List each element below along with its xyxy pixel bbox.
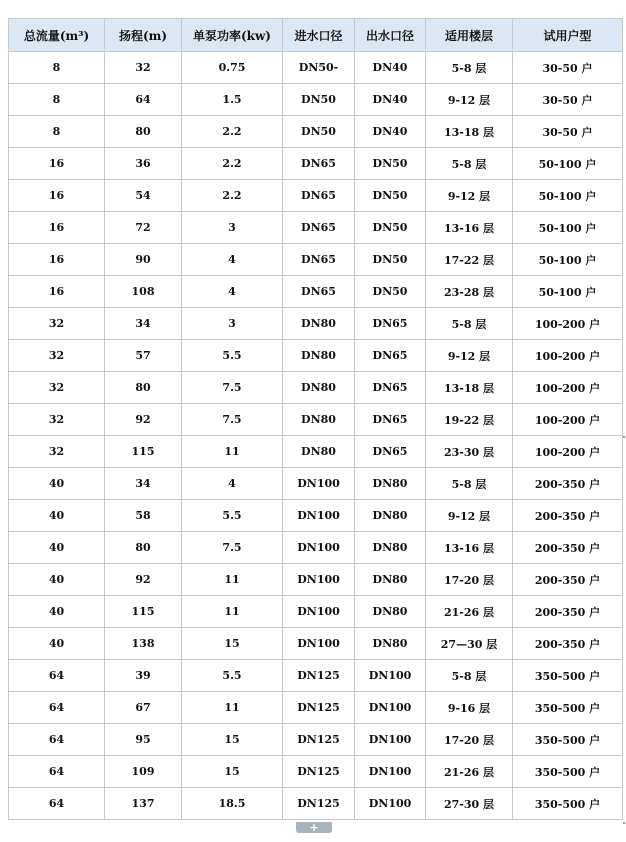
cell-pump-power: 11 [182,436,283,468]
cell-household-type: 30-50 户 [513,84,623,116]
cell-outlet-diameter: DN80 [355,596,426,628]
cell-head: 92 [105,404,182,436]
cell-applicable-floors: 5-8 层 [426,52,513,84]
cell-inlet-diameter: DN50 [283,84,355,116]
cell-inlet-diameter: DN100 [283,500,355,532]
pump-spec-table [8,18,623,820]
cell-inlet-diameter: DN125 [283,756,355,788]
cell-applicable-floors: 13-18 层 [426,372,513,404]
cell-applicable-floors: 9-12 层 [426,84,513,116]
table-row [9,276,623,308]
cell-household-type: 200-350 户 [513,564,623,596]
table-row [9,436,623,468]
cell-head: 36 [105,148,182,180]
cell-household-type: 50-100 户 [513,244,623,276]
table-row [9,180,623,212]
cell-household-type: 200-350 户 [513,532,623,564]
cell-total-flow: 64 [9,756,105,788]
cell-applicable-floors: 9-16 层 [426,692,513,724]
cell-total-flow: 32 [9,404,105,436]
cell-inlet-diameter: DN65 [283,148,355,180]
cell-outlet-diameter: DN40 [355,84,426,116]
cell-household-type: 100-200 户 [513,436,623,468]
cell-total-flow: 8 [9,84,105,116]
table-row [9,468,623,500]
cell-inlet-diameter: DN80 [283,436,355,468]
cell-inlet-diameter: DN50 [283,116,355,148]
cell-outlet-diameter: DN80 [355,468,426,500]
cell-inlet-diameter: DN125 [283,692,355,724]
cell-total-flow: 8 [9,52,105,84]
cell-inlet-diameter: DN50- [283,52,355,84]
cell-inlet-diameter: DN100 [283,532,355,564]
cell-inlet-diameter: DN125 [283,724,355,756]
cell-pump-power: 15 [182,628,283,660]
cell-pump-power: 11 [182,596,283,628]
cell-inlet-diameter: DN100 [283,628,355,660]
cell-outlet-diameter: DN100 [355,660,426,692]
cell-pump-power: 7.5 [182,532,283,564]
cell-inlet-diameter: DN65 [283,212,355,244]
cell-head: 109 [105,756,182,788]
cell-outlet-diameter: DN65 [355,404,426,436]
table-header-row [9,19,623,52]
cell-outlet-diameter: DN100 [355,692,426,724]
cell-head: 138 [105,628,182,660]
cell-pump-power: 5.5 [182,660,283,692]
cell-outlet-diameter: DN65 [355,436,426,468]
cell-outlet-diameter: DN100 [355,788,426,820]
cell-total-flow: 16 [9,212,105,244]
cell-applicable-floors: 17-20 层 [426,564,513,596]
cell-household-type: 350-500 户 [513,724,623,756]
cell-head: 57 [105,340,182,372]
table-row [9,340,623,372]
cell-head: 34 [105,308,182,340]
cell-household-type: 100-200 户 [513,308,623,340]
table-row [9,724,623,756]
cell-household-type: 200-350 户 [513,628,623,660]
table-row [9,148,623,180]
header-total-flow: 总流量(m³) [9,19,105,52]
cell-pump-power: 2.2 [182,148,283,180]
cell-head: 92 [105,564,182,596]
cell-inlet-diameter: DN65 [283,180,355,212]
cell-household-type: 100-200 户 [513,404,623,436]
cell-household-type: 30-50 户 [513,116,623,148]
cell-household-type: 350-500 户 [513,660,623,692]
cell-head: 80 [105,372,182,404]
edge-mark [623,436,625,438]
cell-outlet-diameter: DN100 [355,756,426,788]
cell-inlet-diameter: DN100 [283,564,355,596]
header-inlet-diameter: 进水口径 [283,19,355,52]
cell-applicable-floors: 27-30 层 [426,788,513,820]
cell-household-type: 200-350 户 [513,500,623,532]
cell-pump-power: 0.75 [182,52,283,84]
cell-total-flow: 64 [9,724,105,756]
cell-head: 137 [105,788,182,820]
cell-applicable-floors: 13-16 层 [426,532,513,564]
table-row [9,532,623,564]
cell-total-flow: 40 [9,468,105,500]
table-row [9,84,623,116]
cell-pump-power: 11 [182,564,283,596]
table-row [9,660,623,692]
cell-total-flow: 8 [9,116,105,148]
cell-total-flow: 16 [9,244,105,276]
header-household-type: 试用户型 [513,19,623,52]
cell-applicable-floors: 9-12 层 [426,500,513,532]
table-row [9,628,623,660]
pump-spec-table-container [8,18,622,820]
cell-total-flow: 40 [9,532,105,564]
cell-household-type: 50-100 户 [513,148,623,180]
cell-outlet-diameter: DN65 [355,340,426,372]
cell-applicable-floors: 5-8 层 [426,148,513,180]
cell-pump-power: 11 [182,692,283,724]
table-row [9,52,623,84]
table-row [9,564,623,596]
cell-inlet-diameter: DN100 [283,468,355,500]
header-pump-power: 单泵功率(kw) [182,19,283,52]
cell-head: 108 [105,276,182,308]
cell-head: 95 [105,724,182,756]
cell-pump-power: 15 [182,724,283,756]
cell-household-type: 100-200 户 [513,372,623,404]
cell-applicable-floors: 17-22 层 [426,244,513,276]
cell-total-flow: 64 [9,660,105,692]
cell-head: 64 [105,84,182,116]
cell-head: 80 [105,116,182,148]
cell-outlet-diameter: DN50 [355,276,426,308]
cell-total-flow: 16 [9,180,105,212]
cell-pump-power: 5.5 [182,340,283,372]
table-row [9,596,623,628]
cell-inlet-diameter: DN100 [283,596,355,628]
cell-head: 90 [105,244,182,276]
table-body [9,52,623,820]
cell-head: 34 [105,468,182,500]
cell-applicable-floors: 5-8 层 [426,468,513,500]
cell-pump-power: 7.5 [182,404,283,436]
cell-total-flow: 40 [9,564,105,596]
cell-household-type: 350-500 户 [513,692,623,724]
cell-inlet-diameter: DN65 [283,276,355,308]
cell-applicable-floors: 5-8 层 [426,660,513,692]
cell-outlet-diameter: DN50 [355,148,426,180]
cell-outlet-diameter: DN80 [355,628,426,660]
cell-pump-power: 3 [182,212,283,244]
cell-applicable-floors: 9-12 层 [426,340,513,372]
cell-outlet-diameter: DN80 [355,532,426,564]
cell-household-type: 30-50 户 [513,52,623,84]
cell-inlet-diameter: DN65 [283,244,355,276]
cell-applicable-floors: 27—30 层 [426,628,513,660]
cell-household-type: 50-100 户 [513,212,623,244]
cell-household-type: 350-500 户 [513,788,623,820]
cell-total-flow: 16 [9,148,105,180]
cell-inlet-diameter: DN125 [283,660,355,692]
cell-inlet-diameter: DN80 [283,308,355,340]
cell-head: 72 [105,212,182,244]
header-outlet-diameter: 出水口径 [355,19,426,52]
cell-pump-power: 15 [182,756,283,788]
table-row [9,244,623,276]
cell-pump-power: 4 [182,276,283,308]
cell-outlet-diameter: DN80 [355,564,426,596]
cell-household-type: 50-100 户 [513,276,623,308]
cell-applicable-floors: 21-26 层 [426,756,513,788]
cell-outlet-diameter: DN100 [355,724,426,756]
cell-applicable-floors: 9-12 层 [426,180,513,212]
table-row [9,756,623,788]
cell-applicable-floors: 21-26 层 [426,596,513,628]
cell-pump-power: 2.2 [182,180,283,212]
cell-pump-power: 7.5 [182,372,283,404]
cell-household-type: 200-350 户 [513,468,623,500]
cell-household-type: 100-200 户 [513,340,623,372]
cell-outlet-diameter: DN80 [355,500,426,532]
cell-total-flow: 32 [9,340,105,372]
table-row [9,500,623,532]
cell-outlet-diameter: DN50 [355,212,426,244]
cell-outlet-diameter: DN50 [355,244,426,276]
cell-head: 39 [105,660,182,692]
table-row [9,372,623,404]
table-row [9,788,623,820]
cell-inlet-diameter: DN80 [283,404,355,436]
cell-pump-power: 1.5 [182,84,283,116]
header-applicable-floors: 适用楼层 [426,19,513,52]
cell-applicable-floors: 17-20 层 [426,724,513,756]
cell-total-flow: 40 [9,500,105,532]
cell-pump-power: 3 [182,308,283,340]
cell-head: 115 [105,596,182,628]
cell-pump-power: 18.5 [182,788,283,820]
cell-applicable-floors: 23-28 层 [426,276,513,308]
cell-outlet-diameter: DN40 [355,116,426,148]
cell-head: 115 [105,436,182,468]
cell-total-flow: 32 [9,308,105,340]
table-row [9,308,623,340]
cell-applicable-floors: 5-8 层 [426,308,513,340]
cell-total-flow: 16 [9,276,105,308]
cell-pump-power: 2.2 [182,116,283,148]
cell-head: 58 [105,500,182,532]
cell-inlet-diameter: DN80 [283,340,355,372]
expand-button[interactable]: + [296,822,332,833]
cell-applicable-floors: 23-30 层 [426,436,513,468]
cell-head: 80 [105,532,182,564]
cell-total-flow: 32 [9,372,105,404]
cell-outlet-diameter: DN65 [355,308,426,340]
cell-household-type: 200-350 户 [513,596,623,628]
cell-total-flow: 64 [9,788,105,820]
cell-inlet-diameter: DN125 [283,788,355,820]
cell-pump-power: 4 [182,468,283,500]
cell-head: 32 [105,52,182,84]
cell-pump-power: 5.5 [182,500,283,532]
cell-total-flow: 64 [9,692,105,724]
cell-outlet-diameter: DN50 [355,180,426,212]
header-head: 扬程(m) [105,19,182,52]
cell-outlet-diameter: DN40 [355,52,426,84]
cell-pump-power: 4 [182,244,283,276]
table-row [9,116,623,148]
edge-mark [623,822,625,824]
cell-total-flow: 40 [9,628,105,660]
table-row [9,212,623,244]
cell-household-type: 50-100 户 [513,180,623,212]
cell-inlet-diameter: DN80 [283,372,355,404]
cell-head: 54 [105,180,182,212]
cell-outlet-diameter: DN65 [355,372,426,404]
cell-applicable-floors: 19-22 层 [426,404,513,436]
cell-total-flow: 32 [9,436,105,468]
cell-applicable-floors: 13-18 层 [426,116,513,148]
table-row [9,404,623,436]
cell-household-type: 350-500 户 [513,756,623,788]
table-row [9,692,623,724]
cell-head: 67 [105,692,182,724]
cell-total-flow: 40 [9,596,105,628]
cell-applicable-floors: 13-16 层 [426,212,513,244]
